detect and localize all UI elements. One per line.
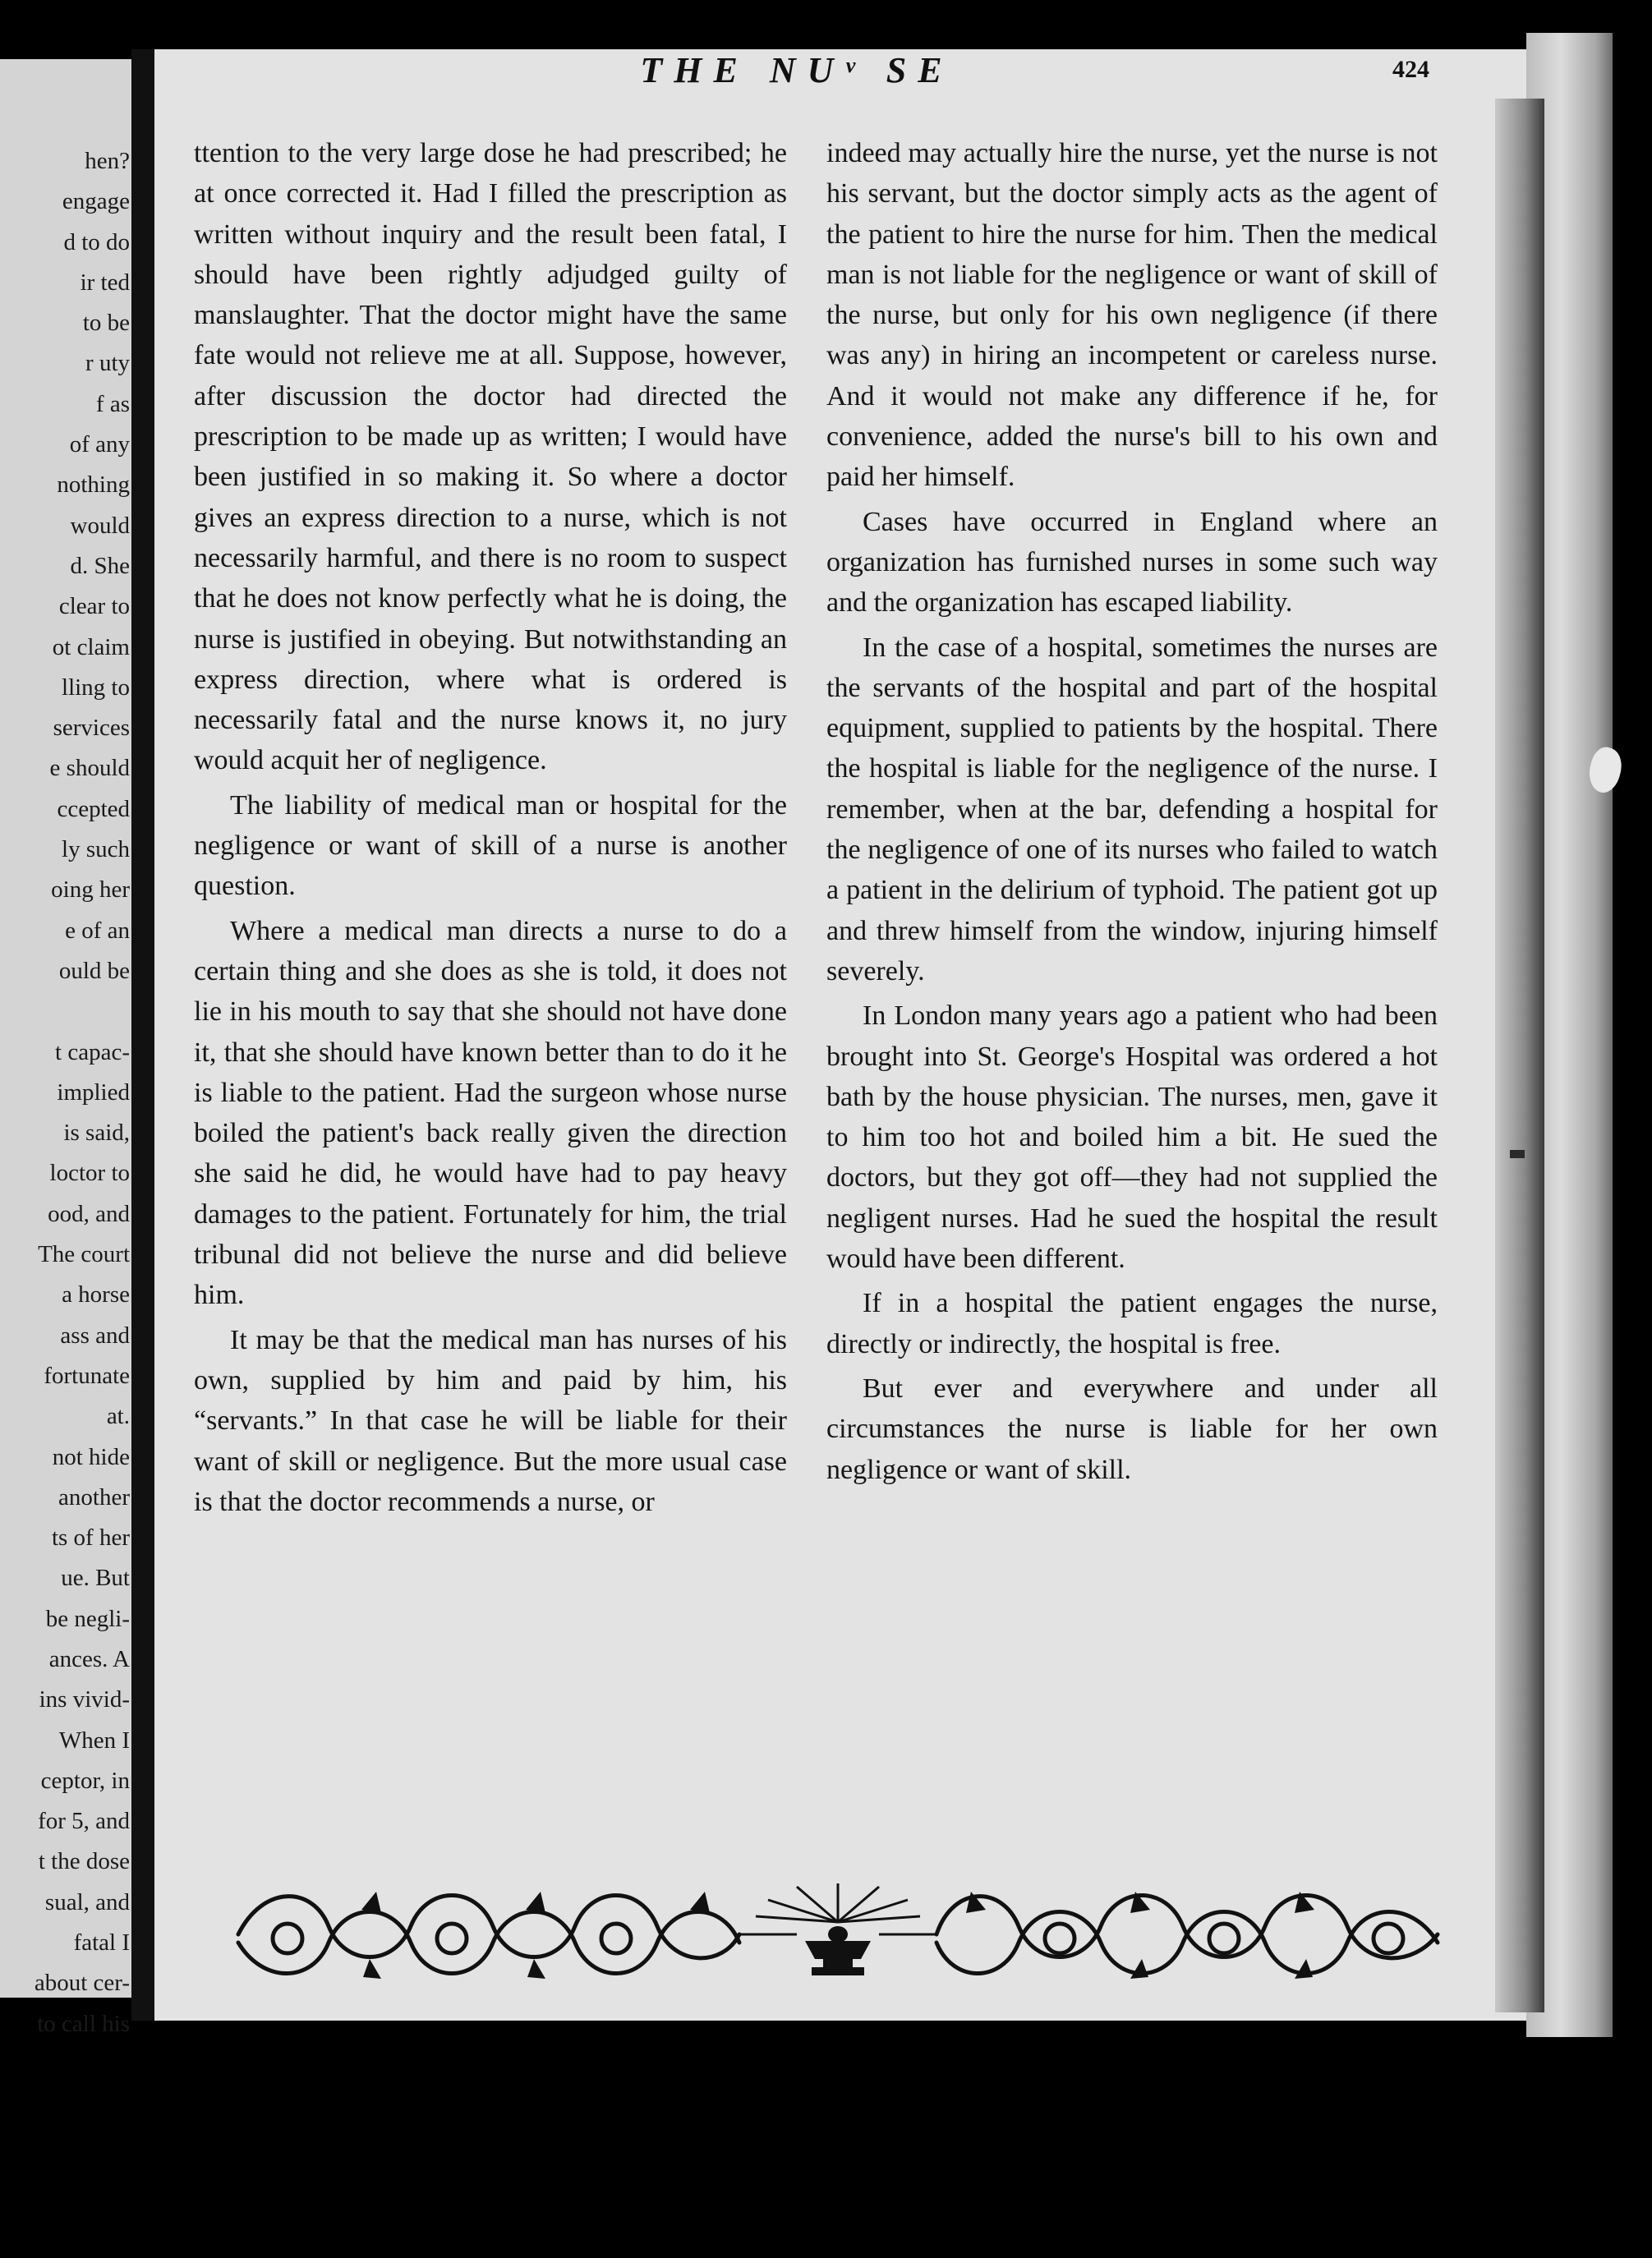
previous-page-line: about cer- (34, 1970, 130, 1997)
previous-page-line: of any (69, 431, 130, 458)
previous-page-line: e should (49, 755, 130, 782)
previous-page-line: lling to (62, 674, 130, 701)
text-column-right (826, 133, 1438, 1490)
running-title: THE NUᵛ SE (640, 50, 954, 90)
previous-page-text (2, 141, 130, 2044)
paragraph: But ever and everywhere and under all circumstances the nurse is liable for her own negligence or want of skill. (826, 1373, 1438, 1485)
book-gutter (131, 49, 156, 2021)
previous-page-line: sual, and (44, 1888, 130, 1915)
previous-page-line: at. (106, 1403, 130, 1430)
paragraph: Cases have occurred in England where an organization has furnished nurses in some such way and the organization has escaped liability. (826, 506, 1438, 619)
previous-page-line: ot claim (52, 633, 130, 660)
previous-page-line: d to do (63, 228, 130, 255)
page-number: 424 (1392, 56, 1429, 83)
previous-page-line: ccepted (57, 795, 130, 822)
text-column-left (194, 133, 787, 1522)
previous-page-line: f as (95, 390, 130, 417)
previous-page-line: ances. A (48, 1645, 130, 1672)
previous-page-line: for 5, and (38, 1808, 130, 1835)
paragraph: If in a hospital the patient engages the nurse, directly or indirectly, the hospital is free. (826, 1288, 1438, 1359)
previous-page-line: ir ted (80, 269, 130, 296)
previous-page-line: t the dose (38, 1848, 130, 1875)
previous-page-line: nothing (57, 471, 130, 499)
previous-page-line: to call his (37, 2010, 130, 2037)
previous-page-line: When I (58, 1727, 130, 1754)
previous-page-line: services (53, 715, 130, 742)
previous-page-line: ins vivid- (39, 1686, 130, 1713)
page-curl-shadow (1495, 99, 1544, 2012)
previous-page-line: e of an (65, 917, 130, 944)
previous-page-line: be negli- (45, 1605, 130, 1632)
paragraph: The liability of medical man or hospital for the negligence or want of skill of a nurse is another question. (194, 789, 787, 902)
paragraph: In the case of a hospital, sometimes the nurses are the servants of the hospital and part of the hospital equipment, supplied to patients by the hospital. There the hospital is liable for the negligence of the nurse. I remember, when at the bar, defending a hospital for the negligence of one of its nurses who failed to watch a patient in the delirium of typhoid. The patient got up and threw himself from the window, injuring himself severely. (826, 632, 1438, 986)
paragraph: Where a medical man directs a nurse to do a certain thing and she does as she is told, it does not lie in his mouth to say that she should not have done it, that she should have known better than to do it he is liable to the patient. Had the surgeon whose nurse boiled the patient's back really given the direction she said he did, he would have had to pay heavy damages to the patient. Fortunately for him, the trial tribunal did not believe the nurse and did believe him. (194, 915, 787, 1311)
previous-page-line: ceptor, in (40, 1767, 130, 1794)
previous-page-line: fatal I (73, 1929, 130, 1957)
paragraph: It may be that the medical man has nurses of his own, supplied by him and paid by him, his “servants.” In that case he will be liable for their want of skill or negligence. But the more usual case is that the doctor recommends a nurse, or (194, 1324, 787, 1517)
previous-page-line: t capac- (55, 1038, 130, 1065)
previous-page-line: would (70, 512, 130, 539)
previous-page-line: r uty (85, 350, 130, 377)
previous-page-line (2, 991, 130, 1032)
previous-page-line: The court (38, 1241, 130, 1268)
previous-page-line: ould be (58, 957, 130, 984)
previous-page-line: fortunate (44, 1362, 130, 1389)
previous-page-line: ly such (62, 836, 130, 863)
previous-page-edge (0, 59, 138, 2037)
previous-page-line: not hide (52, 1443, 130, 1470)
previous-page-line: d. She (70, 552, 130, 579)
paragraph: indeed may actually hire the nurse, yet the nurse is not his servant, but the doctor simply acts as the agent of the patient to hire the nurse for him. Then the medical man is not liable for the negligence or want of skill of the nurse, but only for his own negligence (if there was any) in hiring an incompetent or careless nurse. And it would not make any difference if he, for convenience, added the nurse's bill to his own and paid her himself. (826, 138, 1438, 493)
previous-page-line: another (58, 1483, 130, 1511)
previous-page-line: implied (57, 1078, 130, 1106)
previous-page-line: engage (62, 188, 130, 215)
previous-page-line: ts of her (51, 1524, 130, 1552)
previous-page-line: a horse (62, 1281, 130, 1308)
previous-page-line: ass and (60, 1322, 130, 1349)
paragraph: In London many years ago a patient who had been brought into St. George's Hospital was ordered a hot bath by the house physician. The nurses, men, gave it to him too hot and boiled him a bit. He sued the doctors, but they got off—they had not supplied the negligent nurses. Had he sued the hospital the result would have been different. (826, 1000, 1438, 1275)
previous-page-line: ood, and (48, 1200, 130, 1227)
previous-page-line: is said, (63, 1120, 130, 1147)
previous-page-line: hen? (85, 148, 130, 174)
previous-page-line: oing her (51, 876, 130, 904)
paragraph: ttention to the very large dose he had prescribed; he at once corrected it. Had I filled the prescription as written without inquiry and the result been fatal, I should have been rightly adjudged guilty of manslaughter. That the doctor might have the same fate would not relieve me at all. Suppose, however, after discussion the doctor had directed the prescription to be made up as written; I would have been justified in so making it. So where a doctor gives an express direction to a nurse, which is not necessarily harmful, and there is no room to suspect that he does not know perfectly what he is doing, the nurse is justified in obeying. But notwithstanding an express direction, where what is ordered is necessarily fatal and the nurse knows it, no jury would acquit her of negligence. (194, 138, 787, 776)
decorative-scroll-ornament (230, 1877, 1446, 1992)
previous-page-line: ue. But (61, 1565, 130, 1592)
previous-page-line: clear to (58, 593, 130, 620)
page-edge-notch (1510, 1150, 1525, 1158)
previous-page-line: loctor to (49, 1160, 130, 1187)
previous-page-line: to be (82, 310, 130, 337)
